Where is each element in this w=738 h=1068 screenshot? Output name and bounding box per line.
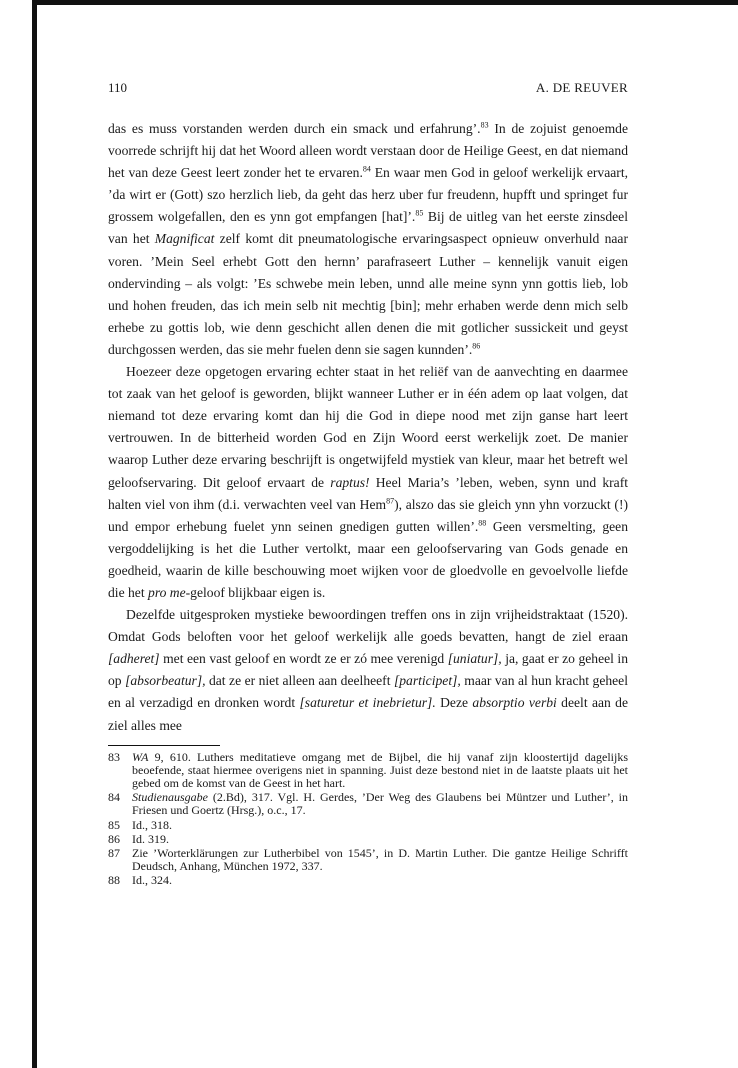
footnote-ref[interactable]: 87	[386, 496, 395, 506]
paragraph: Dezelfde uitgesproken mystieke bewoordingen treffen ons in zijn vrijheidstraktaat (1520). Omdat Gods beloften voor het geloof werkelijk alle goeds bevatten, hangt de ziel eraan [adheret] met een vast geloof en wordt ze er zó mee verenigd [uniatur], ja, gaat er zo geheel in op [absorbeatur], dat ze er niet alleen aan deelheeft [participet], maar van al hun kracht geheel en al verzadigd en dronken wordt [saturetur et inebrietur]. Deze absorptio verbi deelt aan de ziel alles mee	[108, 607, 629, 733]
footnote: 84 Studienausgabe (2.Bd), 317. Vgl. H. Gerdes, ’Der Weg des Glaubens bei Müntzer und Luther’, in Friesen und Goertz (Hrsg.), o.c., 17.	[108, 790, 628, 818]
footnote-ref[interactable]: 85	[415, 208, 424, 218]
footnote-ref[interactable]: 83	[480, 120, 489, 130]
running-head: A. DE REUVER	[535, 80, 628, 95]
footnote: 83 WA 9, 610. Luthers meditatieve omgang met de Bijbel, die hij vanaf zijn kloostertijd dagelijks beoefende, staat hiermee overigens niet in spanning. Juist deze bestond niet in de laatste plaats uit het gebed om de komst van de Geest in het hart.	[108, 749, 628, 791]
scan-border-top	[36, 0, 738, 5]
footnote-ref[interactable]: 84	[362, 164, 371, 174]
footnote-number: 85	[108, 817, 120, 832]
footnote-number: 83	[108, 749, 120, 764]
page-number: 110	[108, 80, 128, 95]
page-header	[108, 80, 628, 100]
footnote-divider	[108, 745, 220, 746]
footnote-number: 86	[108, 831, 120, 846]
footnote: 87 Zie ’Worterklärungen zur Lutherbibel von 1545’, in D. Martin Luther. Die gantze Heilige Schrifft Deudsch, Anhang, München 1972, 337.	[108, 846, 628, 874]
scan-border-left	[32, 0, 37, 1068]
footnote-ref[interactable]: 88	[478, 518, 487, 528]
paragraph: das es muss vorstanden werden durch ein smack und erfahrung’.$^{83}$ In de zojuist genoemde voorrede schrijft hij dat het Woord alleen wordt verstaan door de Heilige Geest, en dat niemand het van deze Geest leert zonder het te ervaren.$^{84}$ En waar men God in geloof werkelijk ervaart, ’da wirt er (Gott) szo herzlich lieb, da geht das herz uber fur freudenn, hupfft und springet fur grossem wolgefallen, den es ynn got empfangen [hat]’.$^{85}$ Bij de uitleg van het eerste zinsdeel van het Magnificat zelf komt dit pneumatologische ervaringsaspect opnieuw onverhuld naar voren. ’Mein Seel erhebt Gott den hernn’ parafraseert Luther – kennelijk vanuit eigen ondervinding – als volgt: ’Es schwebe mein leben, unnd alle meine synn ynn gottis lieb, lob und hohen freuden, das ich mein selb nit mechtig [bin]; mehr erhaben werde denn mich selb erhebe zu gottis lob, wie denn geschicht allen denen die mit gotlicher sussickeit und geyst durchgossen werden, das sie mehr fuelen denn sie sagen kunnden’.$^{86}$	[108, 120, 628, 357]
footnote: 86 Id. 319.	[108, 831, 169, 846]
page	[108, 80, 628, 889]
footnote-ref[interactable]: 86	[472, 341, 481, 351]
paragraph: Hoezeer deze opgetogen ervaring echter staat in het reliëf van de aanvechting en daarmee tot zaak van het geloof is geworden, blijkt wanneer Luther er in één adem op laat volgen, dat niemand tot deze ervaring komt dan hij die God in diepe nood met zijn ganse hart leert vertrouwen. In de bitterheid worden God en Zijn Woord eerst werkelijk zoet. De manier waarop Luther deze ervaring beschrijft is ongetwijfeld mystiek van kleur, maar het betreft wel geloofservaring. Dit geloof ervaart de raptus! Heel Maria’s ’leben, weben, synn und kraft halten viel von ihm (d.i. verwachten veel van Hem$^{87}$), alszo das sie gleich ynn yhn vorzuckt (!) und empor erhebung fuelet ynn seinen gnedigen gutten willen’.$^{88}$ Geen versmelting, geen vergoddelijking is het die Luther vertolkt, maar een geloofservaring van Gods genade en goedheid, waarin de kille beschouwing moet wijken voor de gloedvolle en gevoelvolle liefde die het pro me-geloof blijkbaar eigen is.	[108, 364, 629, 600]
footnote: 85 Id., 318.	[108, 817, 172, 832]
footnote-number: 84	[108, 790, 120, 805]
footnote-number: 87	[108, 846, 120, 861]
footnotes	[108, 751, 628, 888]
footnote: 88 Id., 324.	[108, 873, 172, 888]
footnote-number: 88	[108, 873, 120, 888]
body-text	[108, 118, 628, 737]
